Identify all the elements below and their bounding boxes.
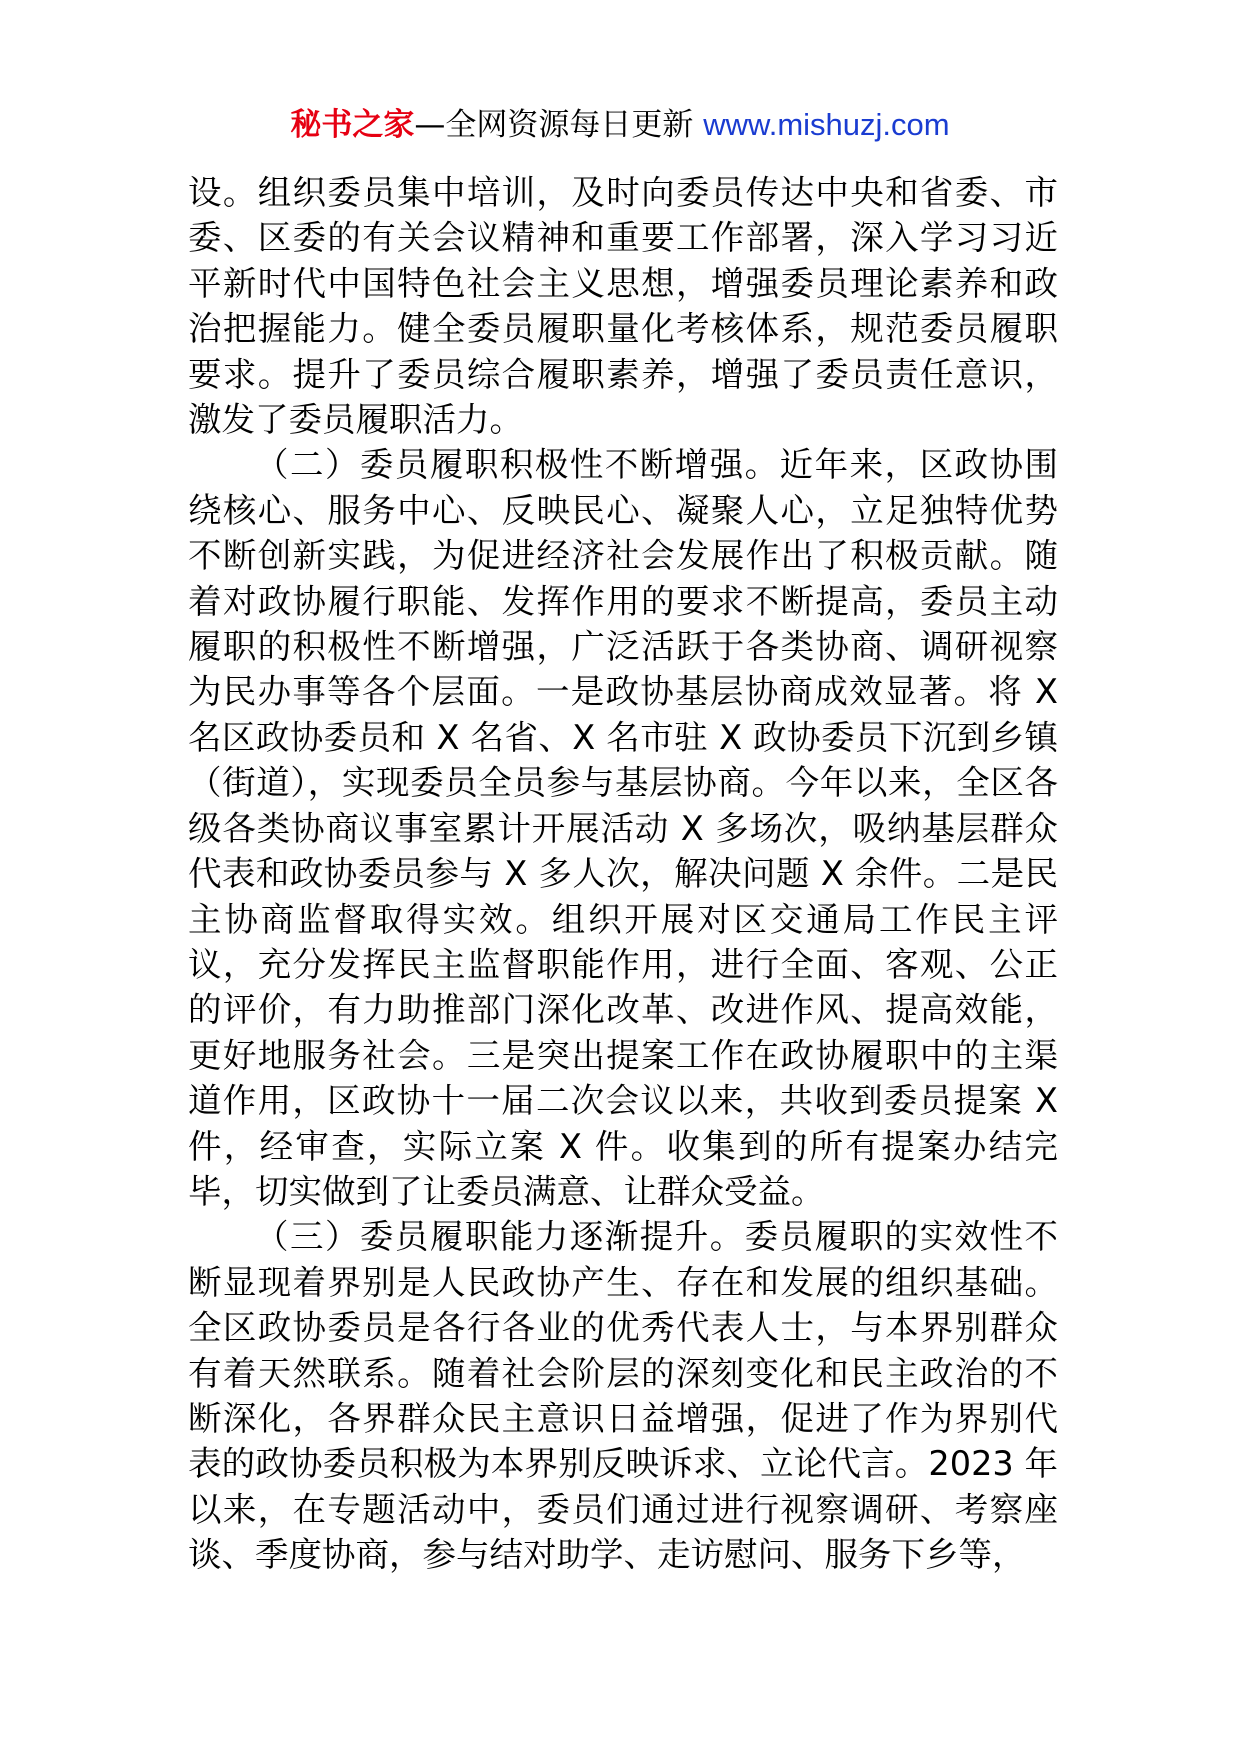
site-tagline: —全网资源每日更新 (414, 107, 704, 143)
page-header (0, 103, 1240, 147)
paragraph-continuation: 设。组织委员集中培训，及时向委员传达中央和省委、市委、区委的有关会议精神和重要工作部署，深入学习习近平新时代中国特色社会主义思想，增强委员理论素养和政治把握能力。健全委员履职量化考核体系，规范委员履职要求。提升了委员综合履职素养，增强了委员责任意识，激发了委员履职活力。 (188, 173, 1058, 440)
site-url-link[interactable]: www.mishuzj.com (703, 107, 950, 142)
site-name: 秘书之家 (290, 107, 415, 143)
document-body (188, 170, 1058, 1578)
paragraph-section-two: （二）委员履职积极性不断增强。近年来，区政协围绕核心、服务中心、反映民心、凝聚人心，立足独特优势不断创新实践，为促进经济社会发展作出了积极贡献。随着对政协履行职能、发挥作用的要求不断提高，委员主动履职的积极性不断增强，广泛活跃于各类协商、调研视察为民办事等各个层面。一是政协基层协商成效显著。将 X 名区政协委员和 X 名省、X 名市驻 X 政协委员下沉到乡镇（街道），实现委员全员参与基层协商。今年以来，全区各级各类协商议事室累计开展活动 X 多场次，吸纳基层群众代表和政协委员参与 X 多人次，解决问题 X 余件。二是民主协商监督取得实效。组织开展对区交通局工作民主评议，充分发挥民主监督职能作用，进行全面、客观、公正的评价，有力助推部门深化改革、改进作风、提高效能，更好地服务社会。三是突出提案工作在政协履职中的主渠道作用，区政协十一届二次会议以来，共收到委员提案 X 件，经审查，实际立案 X 件。收集到的所有提案办结完毕，切实做到了让委员满意、让群众受益。 (188, 445, 1058, 1211)
paragraph-section-three: （三）委员履职能力逐渐提升。委员履职的实效性不断显现着界别是人民政协产生、存在和发展的组织基础。全区政协委员是各行各业的优秀代表人士，与本界别群众有着天然联系。随着社会阶层的深刻变化和民主政治的不断深化，各界群众民主意识日益增强，促进了作为界别代表的政协委员积极为本界别反映诉求、立论代言。2023 年以来，在专题活动中，委员们通过进行视察调研、考察座谈、季度协商，参与结对助学、走访慰问、服务下乡等， (188, 1217, 1058, 1575)
